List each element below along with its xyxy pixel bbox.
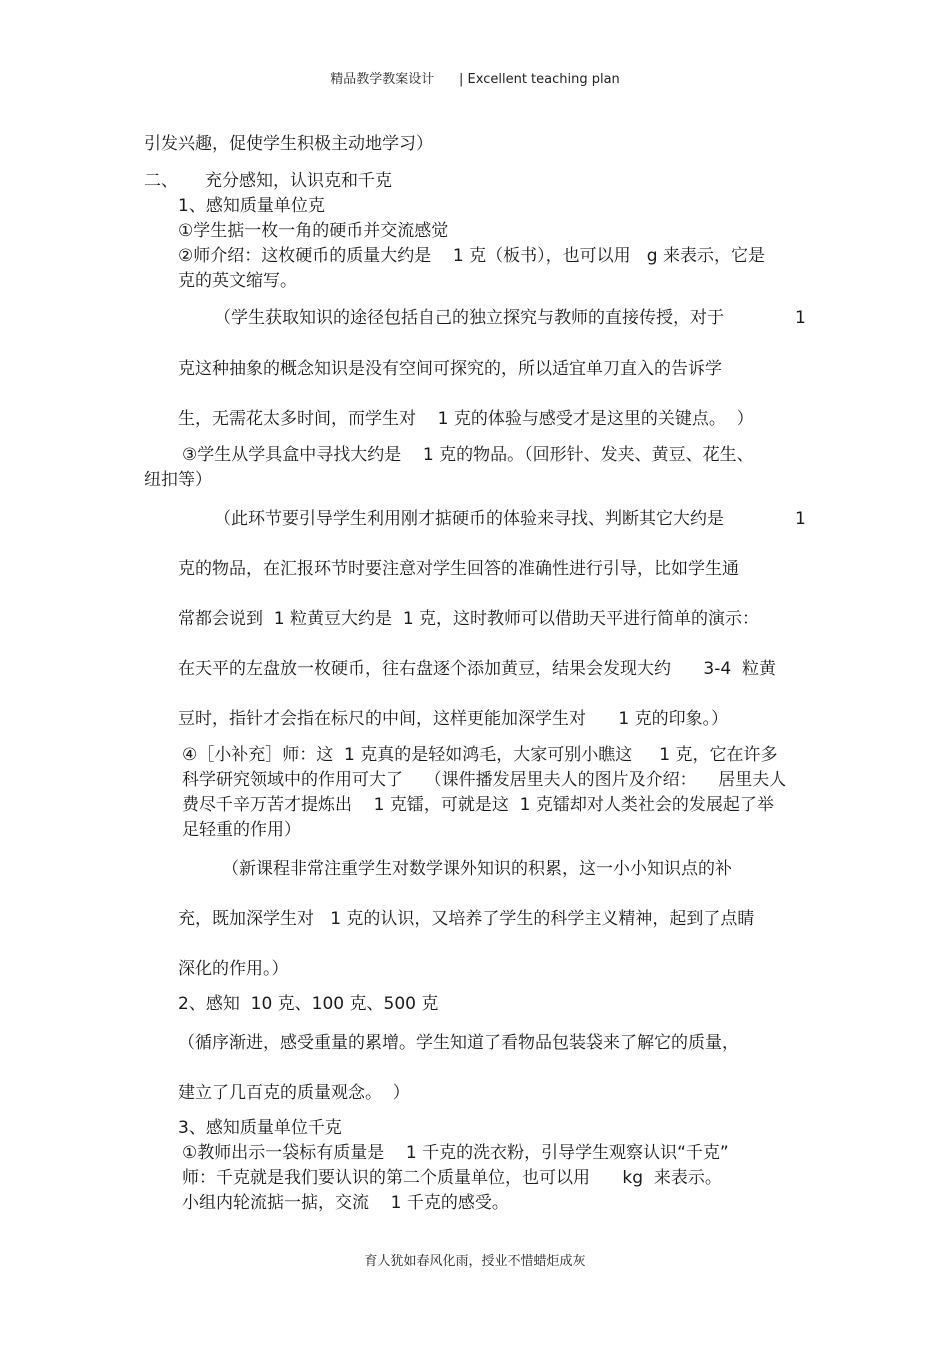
page-header	[0, 68, 950, 87]
note-line: （新课程非常注重学生对数学课外知识的积累，这一小小知识点的补	[222, 859, 732, 879]
note-line: 建立了几百克的质量观念。 ）	[178, 1083, 410, 1103]
note-line: 豆时，指针才会指在标尺的中间，这样更能加深学生对 1 克的印象。）	[178, 709, 729, 729]
section-heading: 二、 充分感知，认识克和千克	[144, 171, 393, 191]
text-line: 费尽千辛万苦才提炼出 1 克镭，可就是这 1 克镭却对人类社会的发展起了举	[182, 795, 774, 815]
header-right: | Excellent teaching plan	[459, 72, 620, 87]
note-line: （此环节要引导学生利用刚才掂硬币的体验来寻找、判断其它大约是	[214, 509, 724, 529]
note-line: 常都会说到 1 粒黄豆大约是 1 克，这时教师可以借助天平进行简单的演示：	[178, 609, 760, 629]
page-footer: 育人犹如春风化雨，授业不惜蜡炬成灰	[364, 1254, 586, 1269]
text-line: 小组内轮流掂一掂，交流 1 千克的感受。	[182, 1193, 509, 1213]
note-line: 在天平的左盘放一枚硬币，往右盘逐个添加黄豆，结果会发现大约 3-4 粒黄	[178, 659, 776, 679]
subsection-heading: 1、感知质量单位克	[178, 196, 325, 216]
note-number: 1	[795, 308, 806, 328]
subsection-heading: 3、感知质量单位千克	[178, 1118, 342, 1138]
note-line: 克的物品，在汇报环节时要注意对学生回答的准确性进行引导，比如学生通	[178, 559, 739, 579]
text-line: 科学研究领域中的作用可大了 （课件播发居里夫人的图片及介绍： 居里夫人	[182, 770, 787, 790]
note-line: （循序渐进，感受重量的累增。学生知道了看物品包装袋来了解它的质量，	[178, 1033, 739, 1053]
text-line: ①学生掂一枚一角的硬币并交流感觉	[178, 221, 449, 241]
note-line: 生，无需花太多时间，而学生对 1 克的体验与感受才是这里的关键点。 ）	[178, 409, 754, 429]
note-line: （学生获取知识的途径包括自己的独立探究与教师的直接传授，对于	[214, 308, 724, 328]
note-line: 充，既加深学生对 1 克的认识，又培养了学生的科学主义精神，起到了点睛	[178, 909, 755, 929]
note-line: 克这种抽象的概念知识是没有空间可探究的，所以适宜单刀直入的告诉学	[178, 359, 722, 379]
note-line: 深化的作用。）	[178, 959, 289, 979]
subsection-heading: 2、感知 10 克、100 克、500 克	[178, 994, 439, 1014]
text-line: 足轻重的作用）	[182, 820, 301, 840]
text-line: ②师介绍：这枚硬币的质量大约是 1 克（板书），也可以用 g 来表示，它是	[178, 246, 765, 266]
text-line: ③学生从学具盒中寻找大约是 1 克的物品。（回形针、发夹、黄豆、花生、	[182, 445, 754, 465]
text-line: ①教师出示一袋标有质量是 1 千克的洗衣粉，引导学生观察认识“千克”	[182, 1143, 729, 1163]
text-line: 引发兴趣，促使学生积极主动地学习）	[144, 134, 433, 154]
text-line: 师：千克就是我们要认识的第二个质量单位，也可以用 kg 来表示。	[182, 1168, 722, 1188]
text-line: 克的英文缩写。	[178, 271, 297, 291]
header-left: 精品教学教案设计	[330, 72, 435, 87]
text-line: 纽扣等）	[144, 470, 212, 490]
note-number: 1	[795, 509, 806, 529]
text-line: ④［小补充］师：这 1 克真的是轻如鸿毛，大家可别小瞧这 1 克，它在许多	[182, 745, 778, 765]
